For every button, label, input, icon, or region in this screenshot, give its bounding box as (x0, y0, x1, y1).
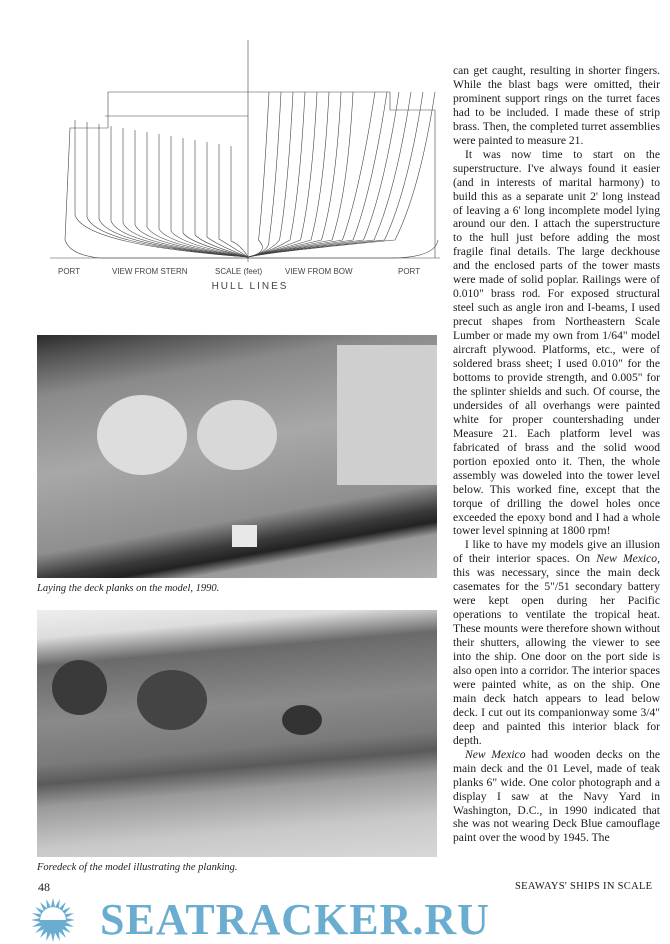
port-left-label: PORT (58, 267, 81, 276)
watermark-sunburst-icon (30, 897, 76, 943)
photo-turret (282, 705, 322, 735)
text-run: I like to have my models give an illusion of their interior spaces. On (453, 538, 660, 566)
hull-station-line (248, 92, 387, 257)
running-head: SEAWAYS' SHIPS IN SCALE (515, 881, 653, 892)
hull-station-line (248, 92, 423, 257)
article-body (453, 64, 660, 845)
sun-ray (66, 918, 75, 922)
text-run: , this was necessary, since the main deck casemates for the 5"/51 secondary battery were kept open during her Pacific operations to ventilate the tropical heat. These mounts were therefore shown without their shutters, allowing the viewer to see into the ship. One door on the port side is also open into a corridor. The interior spaces were painted white, as on the ship. One main deck hatch appears to lead below deck. I cut out its companionway some 3/4" deep and painted this interior black for depth. (453, 552, 660, 747)
hull-lines-outline (50, 40, 440, 262)
hull-station-line (248, 92, 317, 257)
hull-station-line (248, 92, 281, 257)
view-from-bow-label: VIEW FROM BOW (285, 267, 353, 276)
hull-station-line (219, 144, 248, 257)
hull-lines-drawing (40, 40, 445, 265)
hull-station-line (159, 134, 248, 257)
photo-caption: Foredeck of the model illustrating the planking. (37, 862, 238, 873)
photo-turret-outline (97, 395, 187, 475)
hull-station-line (248, 92, 293, 257)
ship-name: New Mexico (465, 747, 526, 761)
view-from-stern-label: VIEW FROM STERN (112, 267, 188, 276)
port-right-label: PORT (398, 267, 421, 276)
text-run: had wooden decks on the main deck and the 01 Level, made of teak planks 6" wide. One color photograph and a display I saw at the Navy Yard in Washington, D.C., in 1990 indicated that she was not wearing Deck Blue camouflage paint over the wood by 1945. The (453, 747, 661, 845)
paragraph (453, 538, 660, 747)
hull-station-line (207, 142, 248, 257)
hull-station-line (75, 120, 248, 257)
hull-station-line (183, 138, 248, 257)
hull-station-line (248, 92, 411, 257)
paragraph (453, 148, 660, 539)
text-run: can get caught, resulting in shorter fingers. While the blast bags were omitted, their prominent support rings on the turret faces had to be included. I made these of strip brass. Then, the completed turret assemblies were painted to measure 21. (453, 64, 660, 147)
watermark-text: SEATRACKER.RU (100, 895, 490, 944)
photo-turret (137, 670, 207, 730)
sun-ray (51, 898, 55, 907)
paragraph (453, 748, 660, 846)
hull-station-line (248, 92, 305, 257)
sun-ray (51, 933, 55, 942)
sun-ray (31, 918, 40, 922)
photo-turret-outline (197, 400, 277, 470)
photo-block (232, 525, 257, 547)
hull-station-line (99, 124, 248, 257)
hull-station-line (248, 92, 341, 257)
photo-caption: Laying the deck planks on the model, 1990. (37, 583, 220, 594)
photo-deck-area (337, 345, 437, 485)
hull-station-line (248, 92, 329, 257)
hull-station-lines (75, 92, 435, 257)
photo-laying-deck-planks (37, 335, 437, 578)
hull-station-line (248, 92, 353, 257)
hull-station-line (147, 132, 248, 257)
paragraph (453, 64, 660, 148)
ship-name: New Mexico (596, 552, 658, 566)
page-number: 48 (38, 880, 50, 894)
scale-label: SCALE (feet) (215, 267, 263, 276)
text-run: It was now time to start on the superstructure. I've always found it easier (and in interests of marital harmony) to build this as a separate unit 2' long instead of leaving a 6' long incomplete model lying around our den. I attach the superstructure to the hull just before adding the most fragile final details. The large deckhouse and the enclosed parts of the tower masts were made of solid poplar. Railings were of 0.010" brass rod. For exposed structural steel such as angle iron and I-beams, I used precut shapes from Northeastern Scale Lumber or made my own from 1/64" model aircraft plywood. Platforms, etc., were of soldered brass sheet; I used 0.010" for the bottoms to provide strength, and 0.005" for the splinter shields and such. Of course, the undersides of all overhangs were painted white for proper countershading under Measure 21. Each platform level was fabricated of brass and the solid wood portion epoxied onto it. Then, the whole assembly was doweled into the tower level below. This worked fine, except that the torque of drilling the dowel holes once exceeded the epoxy bond and I had a whole tower level spinning at 1800 rpm! (453, 147, 660, 538)
hull-station-line (195, 140, 248, 257)
hull-station-line (231, 146, 248, 257)
hull-station-line (248, 92, 269, 257)
hull-station-line (111, 126, 248, 257)
figure-title: HULL LINES (211, 281, 289, 292)
hull-station-line (123, 128, 248, 257)
photo-turret (52, 660, 107, 715)
photo-foredeck (37, 610, 437, 857)
